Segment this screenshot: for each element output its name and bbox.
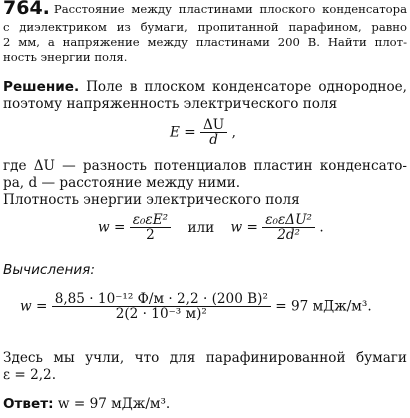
fraction: $\frac{\text{ε₀εE²}}{2}$ [130, 213, 171, 243]
problem-line-4: ность энергии поля. [3, 50, 128, 64]
solution-label: Решение. [3, 79, 80, 95]
formula-energy-density: w = $\frac{\text{ε₀εE²}}{2}$ или w = $\frac{\text{ε₀εΔU²}}{\text{2d²}}$ . [98, 212, 324, 243]
fraction: $\frac{\text{ε₀εΔU²}}{\text{2d²}}$ [262, 213, 315, 243]
solution-line-2: поэтому напряженность электрического поля [3, 96, 338, 112]
solution-line-1: Решение. Поле в плоском конденсаторе однородное, [3, 79, 407, 95]
fraction: $\frac{\text{8,85 · 10⁻¹² Ф/м · 2,2 · (200 В)²}}{\text{2(2 · 10⁻³ м)²}}$ [52, 292, 271, 322]
problem-number: 764. [3, 0, 50, 19]
formula-calculation: w = $\frac{\text{8,85 · 10⁻¹² Ф/м · 2,2 · (200 В)²}}{\text{2(2 · 10⁻³ м)²}}$ = 97 мДж/м³. [20, 291, 372, 322]
formula-field-strength: E = $\frac{\Delta U}{d}$ , [170, 117, 236, 148]
solution-line-4: ра, d — расстояние между ними. [3, 175, 241, 191]
problem-line-3: 2 мм, а напряжение между пластинами 200 В. Найти плот- [3, 35, 407, 49]
calc-label: Вычисления: [3, 262, 95, 278]
solution-line-3: где ΔU — разность потенциалов пластин конденсато- [3, 158, 407, 174]
solution-line-7: ε = 2,2. [3, 367, 57, 383]
solution-line-5: Плотность энергии электрического поля [3, 192, 300, 208]
answer-label: Ответ: [3, 396, 54, 412]
answer-line: Ответ: w = 97 мДж/м³. [3, 396, 171, 412]
problem-line-1: 764. Расстояние между пластинами плоского конденсатора [3, 1, 407, 17]
problem-line-2: с диэлектриком из бумаги, пропитанной парафином, равно [3, 20, 407, 34]
fraction: $\frac{\Delta U}{d}$ [200, 118, 227, 148]
solution-line-6: Здесь мы учли, что для парафинированной бумаги [3, 350, 407, 366]
